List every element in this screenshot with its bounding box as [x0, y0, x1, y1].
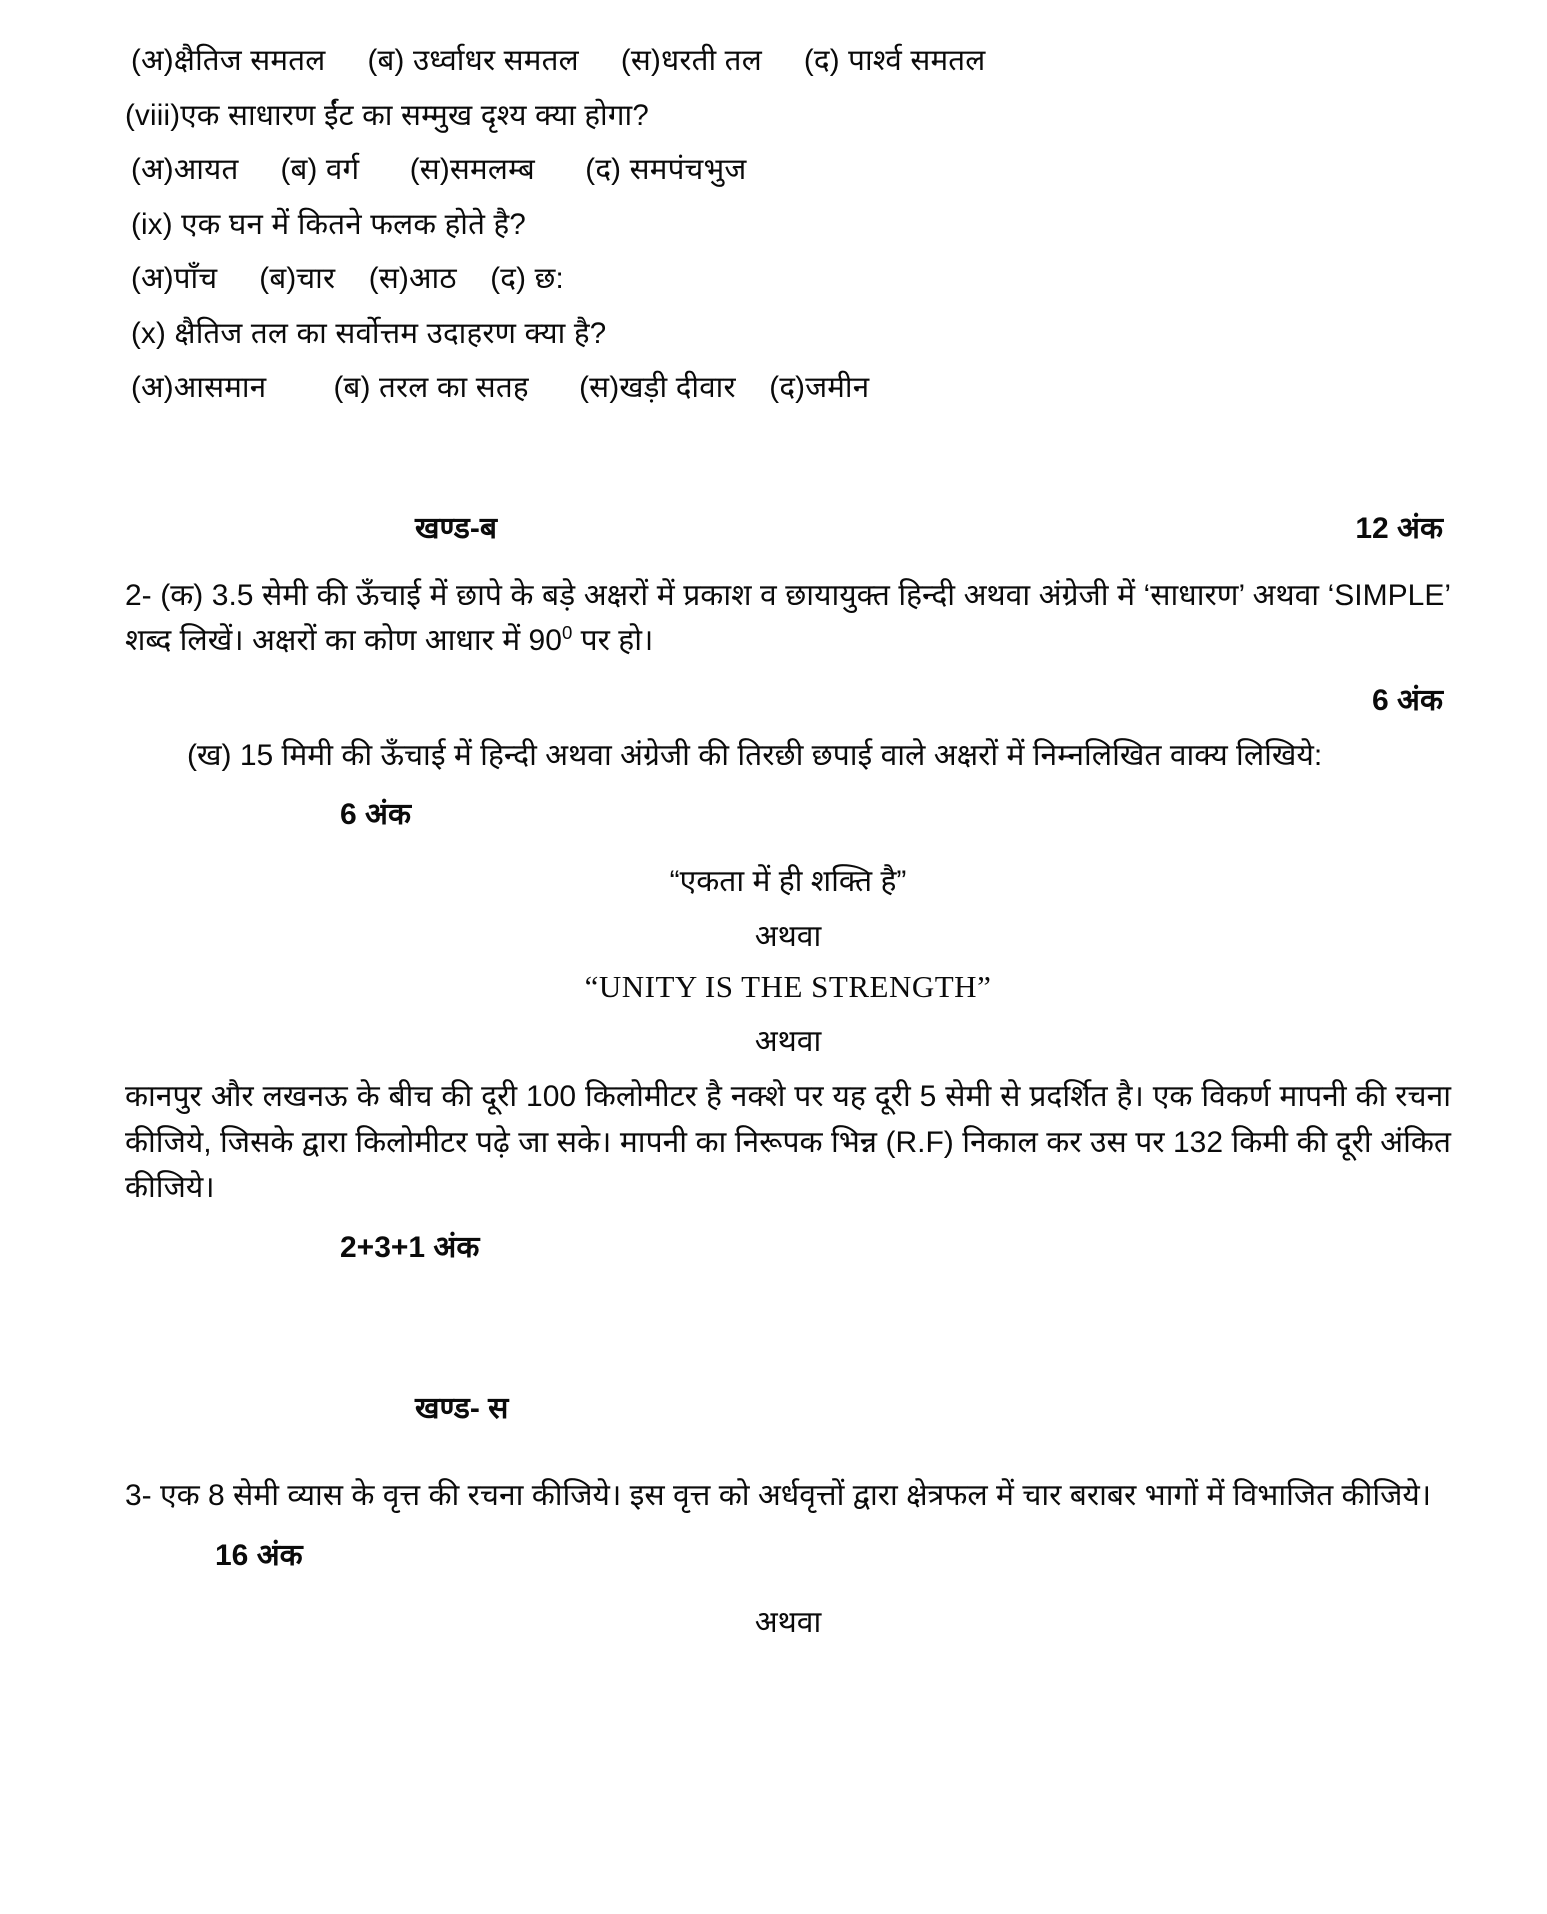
athava-label-3: अथवा [754, 1605, 822, 1639]
athava-label-2: अथवा [754, 1025, 822, 1059]
mcq-question-x: (x) क्षैतिज तल का सर्वोत्तम उदाहरण क्या है? [131, 316, 607, 350]
athava-label-1: अथवा [754, 920, 822, 954]
question-3: 3- एक 8 सेमी व्यास के वृत्त की रचना कीजिये। इस वृत्त को अर्धवृत्तों द्वारा क्षेत्रफल में चार बराबर भागों में विभाजित कीजिये। [125, 1479, 1432, 1513]
quote-english: “UNITY IS THE STRENGTH” [584, 969, 992, 1005]
mcq-options-viii: (अ)आयत (ब) वर्ग (स)समलम्ब (द) समपंचभुज [131, 153, 747, 186]
section-b-header [125, 506, 1451, 547]
mcq-options-ix: (अ)पाँच (ब)चार (स)आठ (द) छ: [131, 262, 564, 295]
mcq-options-x: (अ)आसमान (ब) तरल का सतह (स)खड़ी दीवार (द)जमीन [131, 371, 870, 404]
question-2b: (ख) 15 मिमी की ऊँचाई में हिन्दी अथवा अंग्रेजी की तिरछी छपाई वाले अक्षरों में निम्नलिखित वाक्य लिखिये: [187, 738, 1323, 772]
section-b-title: खण्ड-ब [415, 511, 497, 545]
mcq-block [125, 46, 1451, 403]
section-c-title: खण्ड- स [415, 1392, 509, 1426]
mcq-options-vii: (अ)क्षैतिज समतल (ब) उर्ध्वाधर समतल (स)धरती तल (द) पार्श्व समतल [131, 44, 986, 77]
scale-construction-paragraph: कानपुर और लखनऊ के बीच की दूरी 100 किलोमीटर है नक्शे पर यह दूरी 5 सेमी से प्रदर्शित है। एक विकर्ण मापनी की रचना कीजिये, जिसके द्वारा किलोमीटर पढ़े जा सके। मापनी का निरूपक भिन्न (R.F) निकाल कर उस पर 132 किमी की दूरी अंकित कीजिये। [125, 1080, 1451, 1205]
quote-hindi: “एकता में ही शक्ति है” [669, 865, 907, 899]
question-2a-superscript: 0 [561, 622, 573, 644]
question-2a [125, 573, 1451, 664]
scale-construction-marks: 2+3+1 अंक [340, 1231, 480, 1265]
question-2b-marks: 6 अंक [340, 798, 411, 832]
section-b-marks: 12 अंक [1355, 511, 1443, 545]
section-c-header [125, 1386, 1451, 1427]
question-2a-text: 2- (क) 3.5 सेमी की ऊँचाई में छापे के बड़े अक्षरों में प्रकाश व छायायुक्त हिन्दी अथवा अंग्रेजी में ‘साधारण’ अथवा ‘SIMPLE’ शब्द लिखें। अक्षरों का कोण आधार में 90 [125, 578, 1451, 658]
question-3-marks: 16 अंक [215, 1538, 303, 1572]
mcq-question-viii: (viii)एक साधारण ईंट का सम्मुख दृश्य क्या होगा? [125, 98, 649, 132]
question-2a-text-tail: पर हो। [572, 624, 654, 658]
mcq-question-ix: (ix) एक घन में कितने फलक होते है? [131, 207, 527, 241]
question-2a-marks: 6 अंक [1372, 683, 1443, 717]
